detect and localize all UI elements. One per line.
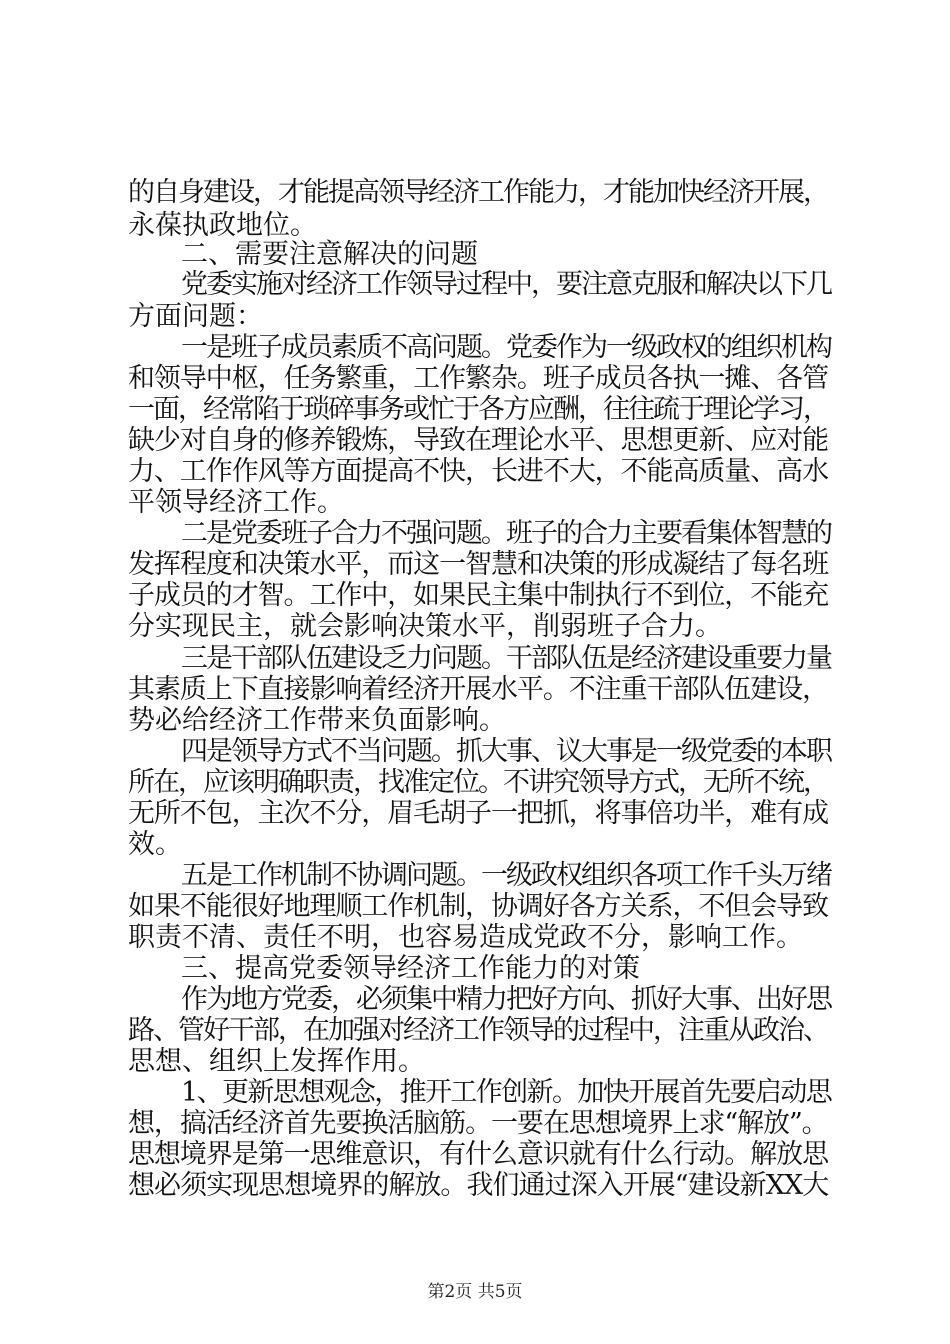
text-line: 子成员的才智。工作中，如果民主集中制执行不到位，不能充 [128,580,828,611]
text-line: 一是班子成员素质不高问题。党委作为一级政权的组织机构 [181,332,831,363]
text-line: 无所不包，主次不分，眉毛胡子一把抓，将事倍功半，难有成 [128,798,828,829]
page-footer: 第2页 共5页 [427,1282,523,1302]
text-line: 方面问题： [128,301,263,332]
text-line: 路、管好干部，在加强对经济工作领导的过程中，注重从政治、 [128,1015,828,1046]
text-line: 思想、组织上发挥作用。 [128,1046,425,1077]
text-line: 一面，经常陷于琐碎事务或忙于各方应酬，往往疏于理论学习， [128,394,828,425]
text-line: 效。 [128,829,182,860]
text-line: 五是工作机制不协调问题。一级政权组织各项工作千头万绪 [181,860,831,891]
text-line: 想，搞活经济首先要换活脑筋。一要在思想境界上求“解放”。 [128,1108,828,1139]
text-line: 思想境界是第一思维意识，有什么意识就有什么行动。解放思 [128,1139,828,1170]
section-heading: 三、提高党委领导经济工作能力的对策 [181,953,640,984]
text-line: 如果不能很好地理顺工作机制，协调好各方关系，不但会导致 [128,891,828,922]
text-line: 三是干部队伍建设乏力问题。干部队伍是经济建设重要力量 [181,643,831,674]
text-line: 平领导经济工作。 [128,487,344,518]
text-line: 力、工作作风等方面提高不快，长进不大，不能高质量、高水 [128,456,828,487]
text-line: 二是党委班子合力不强问题。班子的合力主要看集体智慧的 [181,518,831,549]
text-line: 职责不清、责任不明，也容易造成党政不分，影响工作。 [128,922,803,953]
text-line: 分实现民主，就会影响决策水平，削弱班子合力。 [128,611,722,642]
text-line: 党委实施对经济工作领导过程中，要注意克服和解决以下几 [181,269,831,300]
text-line: 其素质上下直接影响着经济开展水平。不注重干部队伍建设， [128,674,828,705]
text-line: 和领导中枢，任务繁重，工作繁杂。班子成员各执一摊、各管 [128,363,828,394]
text-line: 发挥程度和决策水平，而这一智慧和决策的形成凝结了每名班 [128,549,828,580]
text-line: 缺少对自身的修养锻炼，导致在理论水平、思想更新、应对能 [128,425,828,456]
text-line: 势必给经济工作带来负面影响。 [128,705,506,736]
text-line: 所在，应该明确职责，找准定位。不讲究领导方式，无所不统， [128,767,828,798]
text-line: 的自身建设，才能提高领导经济工作能力，才能加快经济开展， [128,177,828,208]
text-line: 作为地方党委，必须集中精力把好方向、抓好大事、出好思 [181,984,831,1015]
text-line: 永葆执政地位。 [128,210,317,241]
section-heading: 二、需要注意解决的问题 [181,239,478,270]
text-line: 1、更新思想观念，推开工作创新。加快开展首先要启动思 [181,1077,832,1108]
text-line: 想必须实现思想境界的解放。我们通过深入开展“建设新XX大 [128,1170,829,1201]
text-line: 四是领导方式不当问题。抓大事、议大事是一级党委的本职 [181,736,831,767]
